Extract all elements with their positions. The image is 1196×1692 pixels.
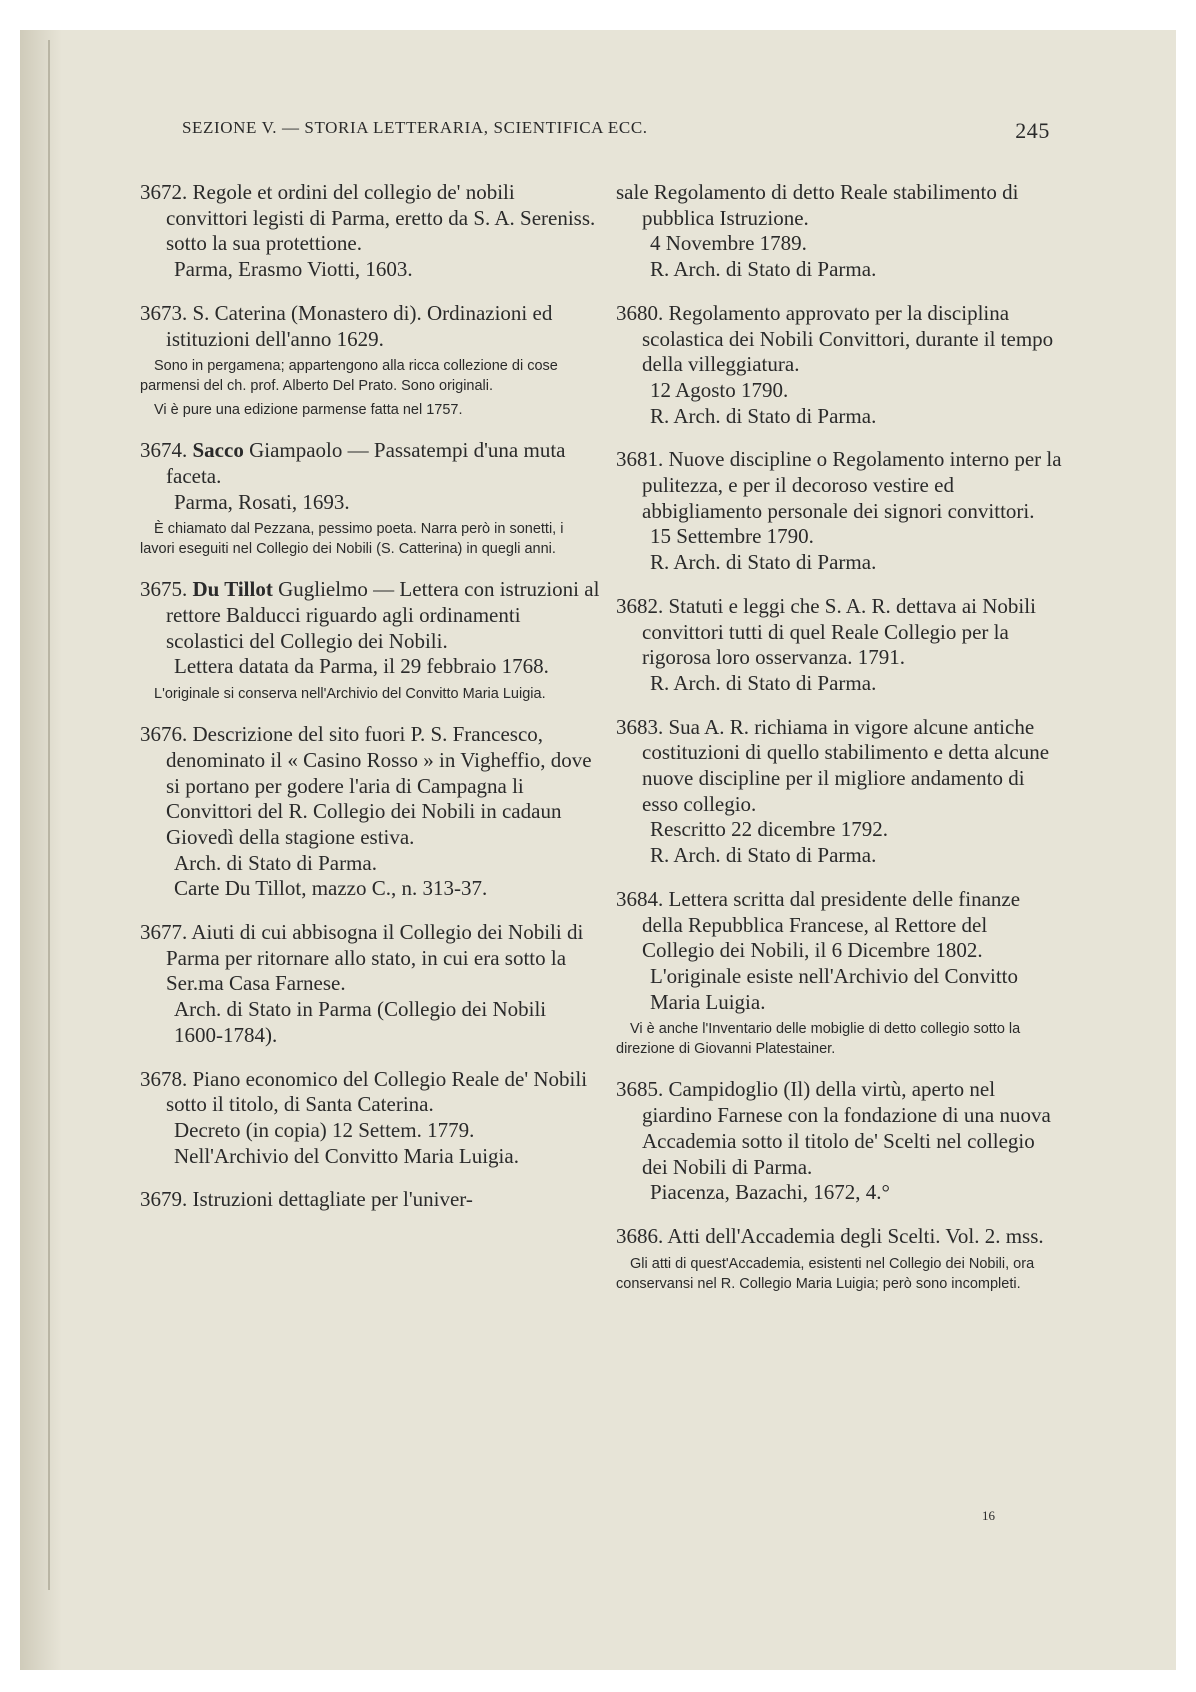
entry-title: sale Regolamento di detto Reale stabilimento di pubblica Istruzione.	[616, 180, 1019, 230]
catalog-entry	[140, 301, 600, 420]
entry-title: Lettera scritta dal presidente delle finanze della Repubblica Francese, al Rettore del Collegio dei Nobili, il 6 Dicembre 1802.	[642, 886, 1021, 963]
entry-number: 3676.	[140, 722, 193, 747]
entry-text	[616, 180, 1062, 231]
catalog-entry	[616, 180, 1062, 283]
entry-imprint: R. Arch. di Stato di Parma.	[650, 403, 877, 428]
catalog-entry	[140, 920, 600, 1049]
entry-imprint: Decreto (in copia) 12 Settem. 1779.	[174, 1117, 475, 1142]
entry-imprint: 15 Settembre 1790.	[650, 524, 814, 549]
scan-edge-shadow	[20, 30, 62, 1670]
catalog-entry	[140, 438, 600, 559]
entry-imprint: Rescritto 22 dicembre 1792.	[650, 817, 888, 842]
entry-text	[616, 1224, 1062, 1250]
entry-number: 3685.	[616, 1077, 669, 1102]
entry-imprint: Lettera datata da Parma, il 29 febbraio 1768.	[174, 654, 549, 679]
entry-title: Giampaolo — Passatempi d'una muta faceta.	[166, 438, 566, 488]
entry-text	[140, 1067, 600, 1118]
entry-imprint: R. Arch. di Stato di Parma.	[650, 670, 877, 695]
entry-text	[140, 577, 600, 654]
entry-text	[616, 594, 1062, 671]
left-column	[140, 180, 600, 1231]
entry-imprint: R. Arch. di Stato di Parma.	[650, 550, 877, 575]
entry-title: Nuove discipline o Regolamento interno per la pulitezza, e per il decoroso vestire ed abbigliamento personale dei signori convittori.	[642, 447, 1062, 523]
entry-imprint: Parma, Rosati, 1693.	[174, 489, 350, 514]
entry-text	[140, 920, 600, 997]
entry-text	[140, 180, 600, 257]
entry-number: 3678.	[140, 1066, 193, 1091]
entry-imprint: Piacenza, Bazachi, 1672, 4.°	[650, 1180, 890, 1205]
entry-text	[140, 301, 600, 352]
header-title: SEZIONE V. — STORIA LETTERARIA, SCIENTIFICA ECC.	[182, 118, 648, 137]
catalog-entry	[140, 180, 600, 283]
entry-imprint: R. Arch. di Stato di Parma.	[650, 257, 877, 282]
entry-imprint: Parma, Erasmo Viotti, 1603.	[174, 257, 413, 282]
scan-binding-line	[48, 40, 50, 1590]
right-column	[616, 180, 1062, 1312]
entry-title: Regolamento approvato per la disciplina scolastica dei Nobili Convittori, durante il tempo della villeggiatura.	[642, 300, 1054, 377]
catalog-entry	[140, 722, 600, 902]
entry-title: Piano economico del Collegio Reale de' Nobili sotto il titolo, di Santa Caterina.	[166, 1066, 588, 1117]
catalog-entry	[616, 715, 1062, 869]
entry-number: 3684.	[616, 886, 669, 911]
entry-imprint: 4 Novembre 1789.	[650, 231, 807, 256]
catalog-entry	[140, 1067, 600, 1170]
entry-text	[616, 715, 1062, 818]
entry-text	[616, 1077, 1062, 1180]
entry-title: Descrizione del sito fuori P. S. Francesco, denominato il « Casino Rosso » in Vigheffio, dove si portano per godere l'aria di Campagna li Convittori del R. Collegio dei Nobili in cadaun Giovedì della stagione estiva.	[166, 722, 592, 849]
entry-number: 3679.	[140, 1187, 193, 1212]
catalog-entry	[616, 1077, 1062, 1206]
entry-text	[616, 301, 1062, 378]
entry-number: 3683.	[616, 714, 669, 739]
catalog-entry	[616, 301, 1062, 430]
entry-text	[140, 438, 600, 489]
entry-note: L'originale si conserva nell'Archivio del Convitto Maria Luigia.	[154, 686, 546, 703]
entry-number: 3672.	[140, 180, 193, 204]
entry-note: È chiamato dal Pezzana, pessimo poeta. Narra però in sonetti, i lavori eseguiti nel Collegio dei Nobili (S. Catterina) in quegli anni.	[140, 521, 564, 558]
entry-text	[140, 722, 600, 851]
entry-number: 3675.	[140, 577, 193, 602]
entry-imprint: R. Arch. di Stato di Parma.	[650, 843, 877, 868]
entry-note: Vi è anche l'Inventario delle mobiglie di detto collegio sotto la direzione di Giovanni Platestainer.	[616, 1021, 1021, 1058]
entry-text	[616, 887, 1062, 964]
catalog-entry	[616, 594, 1062, 697]
entry-number: 3674.	[140, 438, 193, 463]
catalog-entry	[140, 1187, 600, 1213]
entry-note: Sono in pergamena; appartengono alla ricca collezione di cose parmensi del ch. prof. Alberto Del Prato. Sono originali.	[140, 358, 558, 395]
entry-imprint: 12 Agosto 1790.	[650, 377, 789, 402]
entry-title: Istruzioni dettagliate per l'univer-	[192, 1187, 473, 1212]
entry-imprint: Nell'Archivio del Convitto Maria Luigia.	[174, 1143, 519, 1168]
entry-number: 3686.	[616, 1223, 668, 1248]
entry-number: 3677.	[140, 920, 192, 945]
entry-title: Regole et ordini del collegio de' nobili convittori legisti di Parma, eretto da S. A. Sereniss. sotto la sua protettione.	[166, 180, 596, 256]
entry-title: Aiuti di cui abbisogna il Collegio dei Nobili di Parma per ritornare allo stato, in cui era sotto la Ser.ma Casa Farnese.	[166, 920, 584, 996]
entry-imprint: L'originale esiste nell'Archivio del Convitto Maria Luigia.	[650, 963, 1018, 1014]
entry-title: S. Caterina (Monastero di). Ordinazioni ed istituzioni dell'anno 1629.	[166, 300, 553, 351]
page-number: 245	[1015, 118, 1050, 143]
entry-title: Sua A. R. richiama in vigore alcune antiche costituzioni di quello stabilimento e detta alcune nuove discipline per il migliore andamento di esso collegio.	[642, 714, 1050, 816]
entry-number: 3682.	[616, 593, 669, 618]
entry-author: Sacco	[192, 438, 250, 463]
entry-text	[140, 1187, 600, 1213]
entry-imprint: Arch. di Stato in Parma (Collegio dei Nobili 1600-1784).	[174, 997, 547, 1047]
entry-author: Du Tillot	[192, 577, 279, 602]
entry-title: Atti dell'Accademia degli Scelti. Vol. 2. mss.	[667, 1223, 1044, 1248]
entry-imprint: Carte Du Tillot, mazzo C., n. 313-37.	[174, 876, 488, 901]
entry-number: 3681.	[616, 447, 669, 472]
catalog-entry	[616, 1224, 1062, 1294]
entry-title: Statuti e leggi che S. A. R. dettava ai Nobili convittori tutti di quel Reale Collegio per la rigorosa loro osservanza. 1791.	[642, 593, 1036, 670]
entry-number: 3673.	[140, 300, 193, 325]
entry-note: Vi è pure una edizione parmense fatta nel 1757.	[154, 402, 463, 419]
catalog-entry	[616, 887, 1062, 1060]
entry-title: Guglielmo — Lettera con istruzioni al rettore Balducci riguardo agli ordinamenti scolastici del Collegio dei Nobili.	[166, 577, 600, 653]
entry-note: Gli atti di quest'Accademia, esistenti nel Collegio dei Nobili, ora conservansi nel R. Collegio Maria Luigia; però sono incompleti.	[616, 1255, 1035, 1292]
signature-mark: 16	[982, 1508, 995, 1523]
entry-text	[616, 447, 1062, 524]
entry-title: Campidoglio (Il) della virtù, aperto nel giardino Farnese con la fondazione di una nuova Accademia sotto il titolo de' Scelti nel collegio dei Nobili di Parma.	[642, 1077, 1051, 1179]
entry-number: 3680.	[616, 300, 669, 325]
catalog-entry	[616, 447, 1062, 576]
entry-imprint: Arch. di Stato di Parma.	[174, 850, 377, 875]
catalog-entry	[140, 577, 600, 704]
